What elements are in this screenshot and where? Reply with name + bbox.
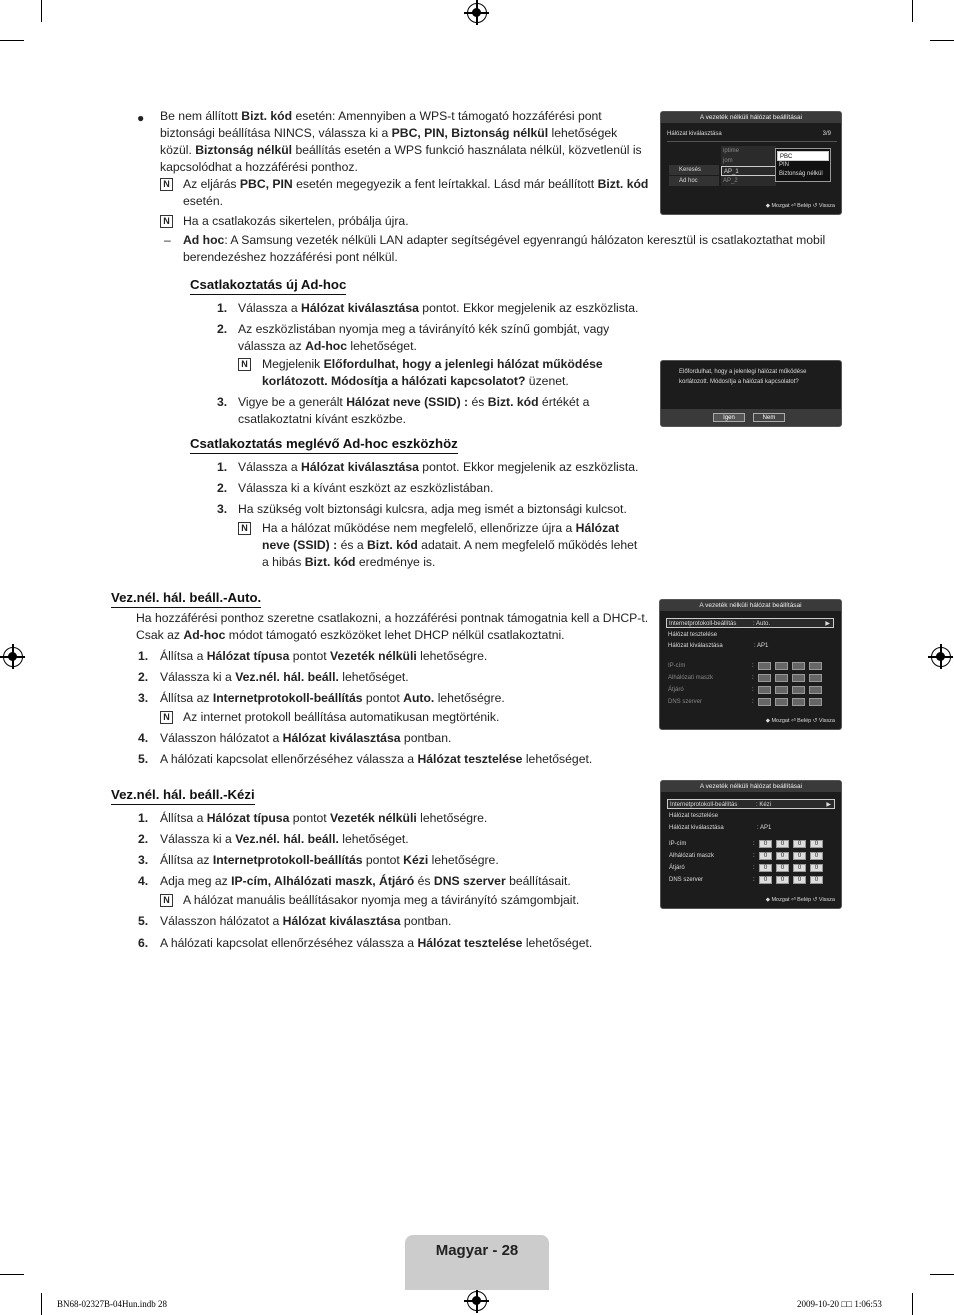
ip-octet-field[interactable]: [792, 698, 805, 706]
step-text: A hálózati kapcsolat ellenőrzéséhez válassza a Hálózat tesztelése lehetőséget.: [160, 936, 593, 950]
step-text: Ha szükség volt biztonsági kulcsra, adja meg ismét a biztonsági kulcsot.: [238, 502, 627, 516]
step-text: Válassza ki a Vez.nél. hál. beáll. lehetőséget.: [160, 670, 409, 684]
adhoc-text: Ad hoc: A Samsung vezeték nélküli LAN adapter segítségével egyenrangú hálózaton keresztül is csatlakoztathat mobil berendezéshez hozzáférési pont nélkül.: [183, 233, 826, 264]
bullet-text: Be nem állított Bizt. kód esetén: Amennyiben a WPS-t támogató hozzáférési pont biztonsági beállítása NINCS, válassza ki a PBC, PIN, Biztonság nélkül lehetőségek közül. Biztonság nélkül beállítás esetén a WPS funkció használata nélkül, közvetlenül is kapcsolódhat a hozzáférési ponthoz.: [160, 109, 642, 174]
registration-mark-icon: [3, 647, 23, 667]
note-text: Ha a csatlakozás sikertelen, próbálja újra.: [183, 214, 409, 228]
ip-octet-field[interactable]: [775, 686, 788, 694]
step-text: Állítsa a Hálózat típusa pontot Vezeték nélküli lehetőségre.: [160, 811, 488, 825]
registration-mark-icon: [467, 3, 487, 23]
note-text: Az eljárás PBC, PIN esetén megegyezik a fent leírtakkal. Lásd már beállított Bizt. kód esetén.: [183, 177, 649, 208]
step-text: Adja meg az IP-cím, Alhálózati maszk, Átjáró és DNS szerver beállításait.: [160, 874, 571, 888]
ip-octet-field[interactable]: 0: [759, 876, 772, 884]
note-text: Az internet protokoll beállítása automatikusan megtörténik.: [183, 710, 500, 724]
section-title: Csatlakoztatás új Ad-hoc: [190, 276, 346, 295]
ip-octet-field[interactable]: [809, 698, 822, 706]
footer-file: BN68-02327B-04Hun.indb 28: [57, 1299, 167, 1309]
note-icon: N: [160, 711, 173, 724]
ip-octet-field[interactable]: 0: [793, 876, 806, 884]
ip-octet-field[interactable]: 0: [759, 852, 772, 860]
colon: :: [752, 699, 754, 705]
section-title: Vez.nél. hál. beáll.-Auto.: [111, 589, 261, 608]
ip-octet-field[interactable]: [792, 674, 805, 682]
ip-octet-field[interactable]: [809, 662, 822, 670]
ip-octet-field[interactable]: 0: [810, 864, 823, 872]
ip-octet-field[interactable]: [758, 698, 771, 706]
ip-octet-field[interactable]: 0: [793, 852, 806, 860]
note-text: Ha a hálózat működése nem megfelelő, ellenőrizze újra a Hálózat neve (SSID) : és a Bizt. kód adatait. A nem megfelelő működés lehet a hibás Bizt. kód eredménye is.: [262, 521, 638, 569]
ip-octet-field[interactable]: 0: [776, 840, 789, 848]
ip-octet-field[interactable]: [792, 686, 805, 694]
ip-octet-field[interactable]: [809, 674, 822, 682]
ip-octet-field[interactable]: 0: [793, 864, 806, 872]
colon: :: [752, 663, 754, 669]
ip-octet-field[interactable]: 0: [810, 840, 823, 848]
tv-screen-adhoc-warning: Előfordulhat, hogy a jelenlegi hálózat működése korlátozott. Módosítja a hálózati kapcsolatot? Igen Nem: [660, 360, 842, 427]
note-text: Megjelenik Előfordulhat, hogy a jelenlegi hálózat működése korlátozott. Módosítja a hálózati kapcsolatot? üzenet.: [262, 357, 603, 388]
ip-octet-field[interactable]: [775, 698, 788, 706]
ip-octet-field[interactable]: [809, 686, 822, 694]
note-icon: N: [160, 178, 173, 191]
ip-octet-field[interactable]: 0: [776, 876, 789, 884]
ip-octet-field[interactable]: 0: [759, 840, 772, 848]
yes-button[interactable]: Igen: [713, 413, 745, 422]
intro-text: Ha hozzáférési ponthoz szeretne csatlakozni, a hozzáférési pontnak támogatnia kell a DHCP-t. Csak az Ad-hoc módot támogató eszközöket lehet DHCP nélkül csatlakoztatni.: [136, 611, 649, 642]
no-button[interactable]: Nem: [753, 413, 785, 422]
registration-mark-icon: [467, 1291, 487, 1311]
note-text: A hálózat manuális beállításakor nyomja meg a távirányító számgombjait.: [183, 893, 580, 907]
step-text: Válassza a Hálózat kiválasztása pontot. Ekkor megjelenik az eszközlista.: [238, 301, 639, 315]
ip-octet-field[interactable]: [758, 662, 771, 670]
colon: :: [752, 675, 754, 681]
footer-date: 2009-10-20 □□ 1:06:53: [797, 1299, 882, 1309]
ip-octet-field[interactable]: 0: [793, 840, 806, 848]
ip-octet-field[interactable]: 0: [810, 876, 823, 884]
tv-screen-manual-settings: A vezeték nélküli hálózat beállításai Internetprotokoll-beállítás : Kézi ▶ Hálózat tesztelése Hálózat kiválasztása : AP1 IP-cím Alhálózati maszk Átjáró DNS szerver : 0 0 0 0 : 0 0 0 0 : 0 0 0 0 : 0 0 0 0 ◆ Mozgat ⏎ Belép ↺ Vissza: [660, 780, 842, 909]
ip-octet-field[interactable]: [758, 674, 771, 682]
note-icon: N: [238, 522, 251, 535]
step-text: Az eszközlistában nyomja meg a távirányító kék színű gombját, vagy válassza az Ad-hoc lehetőséget.: [238, 322, 610, 353]
page-label: Magyar - 28: [435, 1242, 519, 1259]
step-text: A hálózati kapcsolat ellenőrzéséhez válassza a Hálózat tesztelése lehetőséget.: [160, 752, 593, 766]
tv-screen-network-select: A vezeték nélküli hálózat beállításai Hálózat kiválasztása 3/9 iptime jom AP_1 AP_2 PBC PIN Biztonság nélkül Keresés Ad hoc ◆ Mozgat ⏎ Belép ↺ Vissza: [660, 111, 842, 215]
colon: :: [753, 853, 755, 859]
colon: :: [753, 841, 755, 847]
step-text: Válassza ki a Vez.nél. hál. beáll. lehetőséget.: [160, 832, 409, 846]
ip-octet-field[interactable]: 0: [810, 852, 823, 860]
dash-icon: –: [164, 233, 171, 247]
registration-mark-icon: [931, 647, 951, 667]
step-text: Állítsa az Internetprotokoll-beállítás pontot Kézi lehetőségre.: [160, 853, 499, 867]
note-icon: N: [238, 358, 251, 371]
ip-octet-field[interactable]: [775, 662, 788, 670]
colon: :: [753, 865, 755, 871]
ip-octet-field[interactable]: [775, 674, 788, 682]
colon: :: [753, 877, 755, 883]
ip-octet-field[interactable]: 0: [759, 864, 772, 872]
ip-octet-field[interactable]: 0: [776, 852, 789, 860]
ip-octet-field[interactable]: 0: [776, 864, 789, 872]
step-text: Válasszon hálózatot a Hálózat kiválasztása pontban.: [160, 731, 452, 745]
note-icon: N: [160, 894, 173, 907]
tv-screen-auto-settings: A vezeték nélküli hálózat beállításai Internetprotokoll-beállítás : Auto. ▶ Hálózat tesztelése Hálózat kiválasztása : AP1 IP-cím Alhálózati maszk Átjáró DNS szerver : : : : ◆ Mozgat ⏎ Belép ↺ Vissza: [659, 599, 842, 730]
step-text: Válassza ki a kívánt eszközt az eszközlistában.: [238, 481, 494, 495]
section-title: Csatlakoztatás meglévő Ad-hoc eszközhöz: [190, 435, 458, 454]
note-icon: N: [160, 215, 173, 228]
step-text: Válasszon hálózatot a Hálózat kiválasztása pontban.: [160, 914, 452, 928]
step-text: Állítsa a Hálózat típusa pontot Vezeték nélküli lehetőségre.: [160, 649, 488, 663]
step-text: Állítsa az Internetprotokoll-beállítás pontot Auto. lehetőségre.: [160, 691, 505, 705]
step-text: Válassza a Hálózat kiválasztása pontot. Ekkor megjelenik az eszközlista.: [238, 460, 639, 474]
ip-octet-field[interactable]: [792, 662, 805, 670]
section-title: Vez.nél. hál. beáll.-Kézi: [111, 786, 255, 805]
ip-octet-field[interactable]: [758, 686, 771, 694]
colon: :: [752, 687, 754, 693]
step-text: Vigye be a generált Hálózat neve (SSID) : és Bizt. kód értékét a csatlakoztatni kívánt eszközbe.: [238, 395, 590, 426]
bullet-icon: ●: [137, 111, 145, 125]
